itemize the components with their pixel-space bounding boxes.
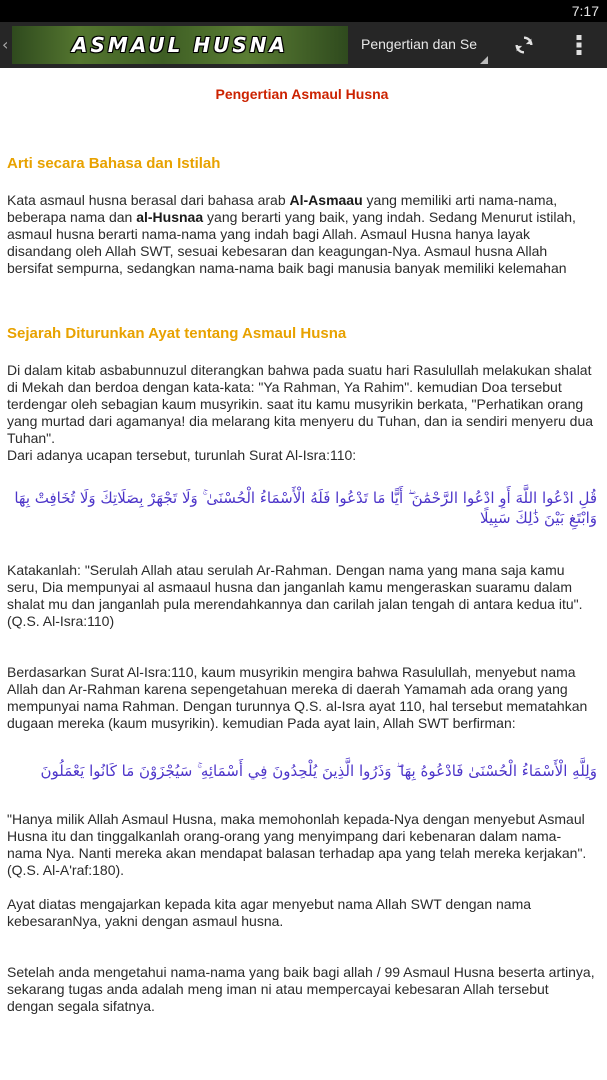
arabic-verse-al-araf-180: وَلِلَّهِ الْأَسْمَاءُ الْحُسْنَىٰ فَادْعُوهُ بِهَا ۖ وَذَرُوا الَّذِينَ يُلْحِدُونَ فِي أَسْمَائِهِ ۚ سَيُجْزَوْنَ مَا كَانُوا يَعْمَلُونَ [40,762,597,780]
paragraph-lesson: Ayat diatas mengajarkan kepada kita agar menyebut nama Allah SWT dengan nama kebesaranNya, yakni dengan asmaul husna. [7,896,532,929]
status-bar [0,0,607,22]
status-time: 7:17 [571,3,599,19]
section-heading-sejarah: Sejarah Diturunkan Ayat tentang Asmaul Husna [7,325,347,342]
paragraph-history: Di dalam kitab asbabunnuzul diterangkan bahwa pada suatu hari Rasulullah melakukan shalat di Mekah dan berdoa dengan kata-kata: "Ya Rahman, Ya Rahim". kemudian Doa tersebut terdengar oleh sebagian kaum musyrikin. saat itu kamu musyrikin berkata, "Perhatikan orang yang murtad dari agamanya! dia melarang kita menyeru du Tuhan, dan ia sendiri menyeru dua Tuhan". [7,362,594,446]
paragraph-explanation: Berdasarkan Surat Al-Isra:110, kaum musyrikin mengira bahwa Rasulullah, menyebut nama Allah dan Ar-Rahman karena sepengetahuan mereka di daerah Yamamah ada orang yang mempunyai nama Rahman. Dengan turunnya Q.S. al-Isra ayat 110, hal tersebut mematahkan dugaan mereka (kaum musyrikin). kemudian Pada ayat lain, Allah SWT berfirman: [7,664,588,731]
action-bar [0,22,607,68]
more-vertical-icon [576,35,582,55]
chevron-left-icon[interactable]: ‹ [2,35,9,54]
page-title: Pengertian Asmaul Husna [215,86,389,102]
paragraph-conclusion: Setelah anda mengetahui nama-nama yang baik bagi allah / 99 Asmaul Husna beserta artinya, sekarang tugas anda adalah meng iman ni atau mempercayai kebesaran Allah tersebut dengan segala sifatnya. [7,964,595,1014]
overflow-menu-button[interactable] [566,30,592,60]
app-logo-text: ASMAUL HUSNA [72,33,288,57]
refresh-button[interactable] [507,30,541,60]
p1-text-c: yang memiliki arti nama-nama, beberapa nama dan [7,192,558,225]
term-al-asmaau: Al-Asmaau [289,192,363,208]
paragraph-translation-al-isra: Katakanlah: "Serulah Allah atau serulah Ar-Rahman. Dengan nama yang mana saja kamu seru, Dia mempunyai al asmaaul husna dan janganlah kamu mengeraskan suaramu dalam shalat mu dan janganlah pula merendahkannya dan carilah jalan tengah di antara kedua itu".(Q.S. Al-Isra:110) [7,562,583,629]
spinner-dropdown-icon [480,56,488,64]
spinner-label: Pengertian dan Se [361,36,477,52]
paragraph-translation-al-araf: "Hanya milik Allah Asmaul Husna, maka memohonlah kepada-Nya dengan menyebut Asmaul Husna itu dan tinggalkanlah orang-orang yang menyimpang dari kebenaran dalam nama-nama Nya. Nanti mereka akan mendapat balasan terhadap apa yang telah mereka kerjakan". (Q.S. Al-A'raf:180). [7,811,587,878]
p1-text-e: yang berarti yang baik, yang indah. Sedang Menurut istilah, asmaul husna berarti nama-nama yang indah bagi Allah. Asmaul Husna hanya layak disandang oleh Allah SWT, sesuai kebesaran dan keagungan-Nya. Asmaul husna Allah bersifat sempurna, sedangkan nama-nama baik bagi manusia banyak memiliki kelemahan [7,209,576,276]
navigation-spinner[interactable] [350,22,490,68]
term-al-husnaa: al-Husnaa [136,209,204,225]
paragraph-definition [7,192,595,277]
refresh-icon [513,34,535,56]
p1-text-a: Kata asmaul husna berasal dari bahasa arab [7,192,290,208]
section-heading-bahasa-istilah: Arti secara Bahasa dan Istilah [7,155,221,172]
arabic-verse-al-isra-110: قُلِ ادْعُوا اللَّهَ أَوِ ادْعُوا الرَّحْمَٰنَ ۖ أَيًّا مَا تَدْعُوا فَلَهُ الْأَسْمَاءُ الْحُسْنَىٰ ۚ وَلَا تَجْهَرْ بِصَلَاتِكَ وَلَا تُخَافِتْ بِهَا وَابْتَغِ بَيْنَ ذَٰلِكَ سَبِيلًا [14,489,597,527]
paragraph-surat-intro: Dari adanya ucapan tersebut, turunlah Surat Al-Isra:110: [7,447,357,463]
app-logo[interactable] [12,26,348,64]
